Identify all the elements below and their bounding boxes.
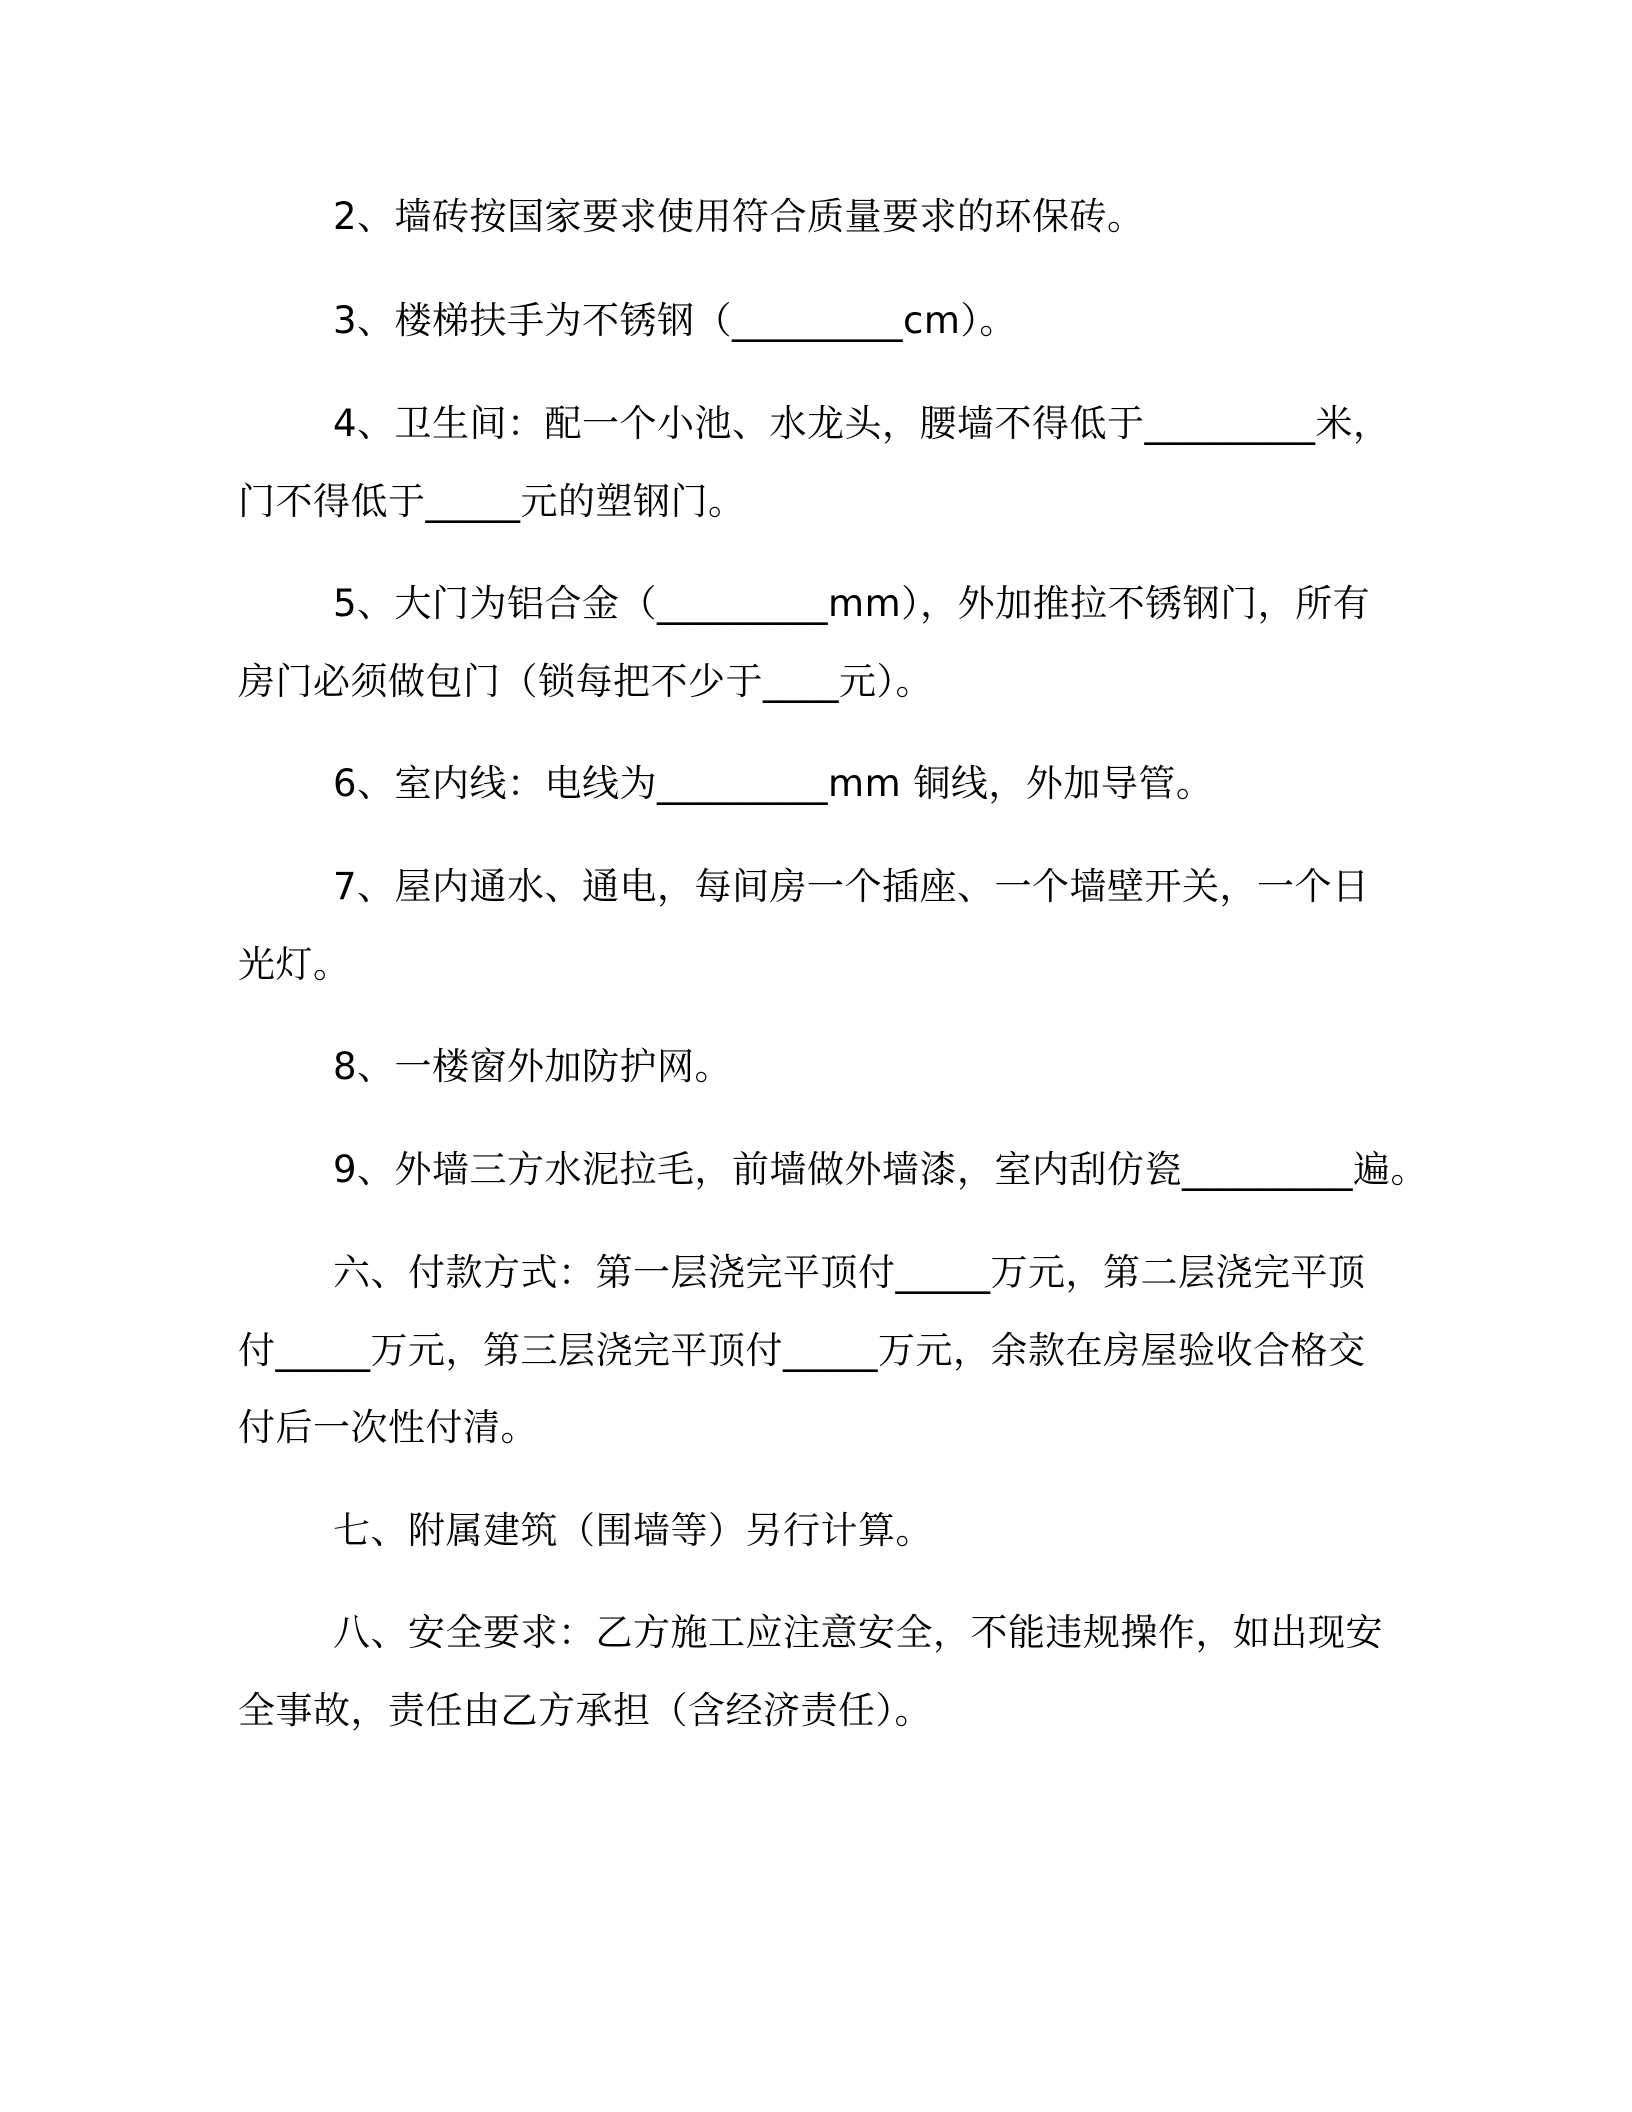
paragraph-5-line-2: 房门必须做包门（锁每把不少于____元）。 xyxy=(238,660,933,703)
paragraph-6: 6、室内线：电线为_________mm 铜线，外加导管。 xyxy=(333,762,1214,805)
paragraph-4-line-1: 4、卫生间：配一个小池、水龙头，腰墙不得低于_________米， xyxy=(333,402,1391,445)
paragraph-5-line-1: 5、大门为铝合金（_________mm），外加推拉不锈钢门，所有 xyxy=(333,582,1371,625)
paragraph-ancillary: 七、附属建筑（围墙等）另行计算。 xyxy=(333,1509,933,1552)
paragraph-9: 9、外墙三方水泥拉毛，前墙做外墙漆，室内刮仿瓷_________遍。 xyxy=(333,1148,1429,1191)
paragraph-8: 8、一楼窗外加防护网。 xyxy=(333,1045,733,1088)
paragraph-payment-line-3: 付后一次性付清。 xyxy=(238,1406,538,1449)
paragraph-7-line-2: 光灯。 xyxy=(238,943,351,986)
paragraph-payment-line-2: 付_____万元，第三层浇完平顶付_____万元，余款在房屋验收合格交 xyxy=(238,1329,1366,1372)
paragraph-safety-line-2: 全事故，责任由乙方承担（含经济责任）。 xyxy=(238,1689,932,1732)
paragraph-payment-line-1: 六、付款方式：第一层浇完平顶付_____万元，第二层浇完平顶 xyxy=(333,1251,1366,1294)
paragraph-2: 2、墙砖按国家要求使用符合质量要求的环保砖。 xyxy=(333,195,1145,238)
paragraph-4-line-2: 门不得低于_____元的塑钢门。 xyxy=(238,480,746,523)
paragraph-3: 3、楼梯扶手为不锈钢（_________cm）。 xyxy=(333,299,1017,342)
paragraph-7-line-1: 7、屋内通水、通电，每间房一个插座、一个墙壁开关，一个日 xyxy=(333,865,1370,908)
paragraph-safety-line-1: 八、安全要求：乙方施工应注意安全，不能违规操作，如出现安 xyxy=(333,1611,1383,1654)
